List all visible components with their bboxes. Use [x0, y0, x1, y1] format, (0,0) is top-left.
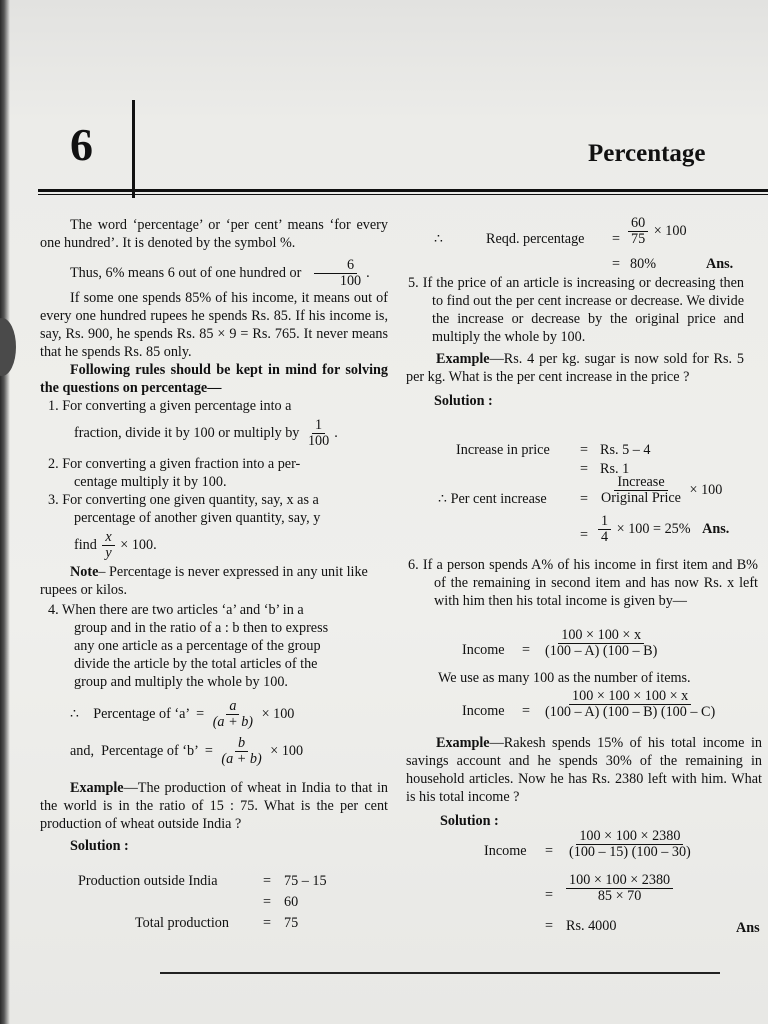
formula-a-label: ∴ Percentage of ‘a’ = — [70, 705, 205, 722]
rule-4-line-c: any one article as a percentage of the group — [74, 638, 321, 654]
intro-paragraph: The word ‘percentage’ or ‘per cent’ means ‘for every one hundred’. It is denoted by the symbol %. — [40, 217, 388, 251]
rule-2-line-a: 2. For converting a given fraction into a per- — [48, 456, 301, 472]
income-formula-1 — [540, 628, 662, 659]
p2-text: Thus, 6% means 6 out of one hundred or — [70, 264, 302, 281]
percent-increase-eq2: = — [580, 527, 589, 543]
formula-percentage-b — [40, 736, 388, 767]
rules-heading: Following rules should be kept in mind for solving the questions on percentage— — [40, 362, 388, 396]
income-formula-4-eq: = — [545, 887, 554, 903]
income-result: Rs. 4000 — [566, 918, 617, 934]
rule-1-end: . — [334, 424, 338, 441]
formula-a-times: × 100 — [261, 705, 295, 722]
frac-num: 100 × 100 × 100 × x — [569, 689, 691, 705]
fraction-b-ab — [218, 736, 264, 767]
income-formula-2 — [540, 689, 720, 720]
percent-increase-result — [596, 514, 729, 545]
rule-3-line-c — [40, 530, 388, 561]
production-outside-eq: = — [263, 873, 272, 889]
solution-label: Solution : — [70, 838, 129, 854]
rule-4-line-e: group and multiply the whole by 100. — [74, 674, 288, 690]
formula-percentage-a — [40, 699, 388, 730]
rule-3-times: × 100. — [120, 536, 157, 553]
right-column — [406, 274, 744, 410]
frac-den: (a + b) — [212, 714, 254, 730]
formula-b-label: and, Percentage of ‘b’ = — [70, 742, 213, 759]
chapter-number: 6 — [70, 119, 93, 170]
frac-num: 100 × 100 × x — [558, 628, 644, 644]
frac-den: 100 — [339, 273, 362, 289]
income-formula-1-eq: = — [522, 642, 531, 658]
percent-increase-times: × 100 — [689, 481, 723, 498]
income-formula-2-label: Income — [462, 703, 505, 719]
income-formula-5-eq: = — [545, 918, 554, 934]
rule-1-line-b — [40, 418, 388, 449]
frac-num: 1 — [598, 514, 611, 530]
rakesh-example-block — [406, 734, 762, 830]
fraction-increase-original — [598, 475, 684, 506]
frac-num: 6 — [314, 258, 357, 274]
header-rule — [38, 189, 768, 192]
income-formula-3 — [564, 829, 696, 860]
example-6-percent — [40, 258, 388, 289]
increase-price-label: Increase in price — [456, 442, 550, 458]
fraction-6-100 — [307, 258, 364, 289]
frac-den: 4 — [601, 529, 609, 545]
increase-price-value2: Rs. 1 — [600, 461, 630, 477]
production-outside-value: 75 – 15 — [284, 873, 327, 889]
production-outside-eq2: = — [263, 894, 272, 910]
page-edge-shadow — [0, 0, 10, 1024]
left-column — [40, 216, 388, 855]
income-formula-4 — [564, 873, 675, 904]
fraction-income-abc — [542, 689, 718, 720]
income-formula-2-eq: = — [522, 703, 531, 719]
income-formula-3-eq: = — [545, 843, 554, 859]
many-100-text: We use as many 100 as the number of items. — [438, 670, 691, 686]
chapter-divider — [132, 100, 135, 198]
fraction-income-2380 — [566, 829, 694, 860]
note-text: – Percentage is never expressed in any unit like rupees or kilos. — [40, 564, 368, 598]
frac-den: (a + b) — [221, 751, 262, 767]
rule-2-line-b: centage multiply it by 100. — [74, 474, 227, 490]
example-label: Example — [70, 780, 124, 796]
footer-rule — [160, 972, 720, 974]
percent-increase-eq: = — [580, 491, 589, 507]
frac-den: (100 – A) (100 – B) (100 – C) — [545, 704, 716, 720]
solution-label-1: Solution : — [434, 393, 493, 409]
reqd-pct-label: Reqd. percentage — [486, 231, 585, 247]
reqd-pct-eq: = — [612, 231, 621, 247]
percent-increase-label: ∴ Per cent increase — [438, 491, 547, 507]
rule-4-line-b: group and in the ratio of a : b then to express — [74, 620, 329, 636]
example-text: —The production of wheat in India to that in the world is in the ratio of 15 : 75. What is the per cent production of wheat outside India ? — [40, 780, 388, 832]
frac-den: (100 – 15) (100 – 30) — [569, 844, 691, 860]
reqd-pct-formula — [626, 216, 687, 247]
rule-5: 5. If the price of an article is increasing or decreasing then to find out the per cent increase or decrease. We divide the increase or decrease by the original price and multiply the whole by 100. — [408, 275, 744, 345]
rule-6: 6. If a person spends A% of his income in first item and B% of the remaining in second item and has now Rs. x left with him then his total income is given by— — [408, 557, 758, 609]
income-formula-1-label: Income — [462, 642, 505, 658]
increase-price-eq2: = — [580, 461, 589, 477]
fraction-1-4 — [598, 514, 611, 545]
p2-end: . — [366, 264, 370, 281]
total-production-label: Total production — [135, 915, 229, 931]
rule-3-find: find — [74, 536, 97, 553]
binder-hole — [0, 318, 16, 376]
example-label: Example — [436, 735, 490, 751]
example-text: —Rakesh spends 15% of his total income in savings account and he spends 30% of the remaining in household articles. Now he has Rs. 2380 left with him. What is his total income ? — [406, 735, 762, 805]
frac-num: 1 — [312, 418, 325, 434]
reqd-pct-therefore: ∴ — [434, 231, 444, 247]
fraction-income-ab — [542, 628, 660, 659]
frac-num: 60 — [628, 216, 648, 232]
note — [40, 563, 388, 599]
reqd-pct-result: 80% — [630, 256, 657, 272]
reqd-pct-eq2: = — [612, 256, 621, 272]
sugar-example — [406, 350, 744, 386]
fraction-x-y — [102, 530, 114, 561]
solution-label-2: Solution : — [440, 813, 499, 829]
rule-4-line-a: 4. When there are two articles ‘a’ and ‘b’ in a — [48, 602, 304, 618]
fraction-a-ab — [210, 699, 256, 730]
rule-1-text: fraction, divide it by 100 or multiply by — [74, 424, 300, 441]
fraction-60-75 — [628, 216, 648, 247]
frac-num: b — [235, 736, 248, 752]
income-formula-3-label: Income — [484, 843, 527, 859]
rule-1-line-a: 1. For converting a given percentage into a — [48, 398, 292, 414]
rule-4-line-d: divide the article by the total articles of the — [74, 656, 318, 672]
reqd-pct-times: × 100 — [653, 222, 687, 239]
percent-increase-formula — [596, 475, 722, 506]
income-paragraph: If some one spends 85% of his income, it means out of every one hundred rupees he spends Rs. 85. If his income is, say, Rs. 900, he spends Rs. 85 × 9 = Rs. 765. It never means that he spends Rs. 85 only. — [40, 290, 388, 360]
rakesh-example — [406, 734, 762, 806]
frac-num: 100 × 100 × 2380 — [576, 829, 683, 845]
frac-num: Increase — [614, 475, 667, 491]
frac-den: 75 — [631, 231, 646, 247]
fraction-income-85-70 — [566, 873, 673, 904]
production-outside-value2: 60 — [284, 894, 299, 910]
chapter-title: Percentage — [588, 140, 706, 167]
header-rule-thin — [38, 194, 768, 195]
fraction-1-100 — [305, 418, 332, 449]
frac-num: a — [226, 699, 239, 715]
production-outside-row — [78, 872, 218, 890]
percent-increase-ans: Ans. — [702, 520, 730, 537]
frac-den: 85 × 70 — [597, 888, 642, 904]
income-ans: Ans — [736, 920, 760, 936]
total-production-eq: = — [263, 915, 272, 931]
production-outside-label: Production outside India — [78, 873, 218, 889]
formula-b-times: × 100 — [270, 742, 304, 759]
rule-3-line-a: 3. For converting one given quantity, say, x as a — [48, 492, 319, 508]
rule-6-block — [406, 556, 758, 610]
frac-den: 100 — [307, 433, 330, 449]
frac-num: 100 × 100 × 2380 — [566, 873, 673, 889]
frac-den: y — [105, 545, 112, 561]
note-label: Note — [70, 564, 99, 580]
wheat-example — [40, 779, 388, 833]
reqd-pct-ans: Ans. — [706, 256, 734, 272]
increase-price-eq: = — [580, 442, 589, 458]
frac-num: x — [102, 530, 114, 546]
example-label: Example — [436, 351, 490, 367]
rule-3-line-b: percentage of another given quantity, say, y — [74, 510, 321, 526]
increase-price-value: Rs. 5 – 4 — [600, 442, 651, 458]
frac-den: (100 – A) (100 – B) — [545, 643, 658, 659]
frac-den: Original Price — [601, 490, 681, 506]
example-text: —Rs. 4 per kg. sugar is now sold for Rs. 5 per kg. What is the per cent increase in the price ? — [406, 351, 744, 385]
percent-increase-value: × 100 = 25% — [616, 520, 691, 537]
total-production-value: 75 — [284, 915, 299, 931]
